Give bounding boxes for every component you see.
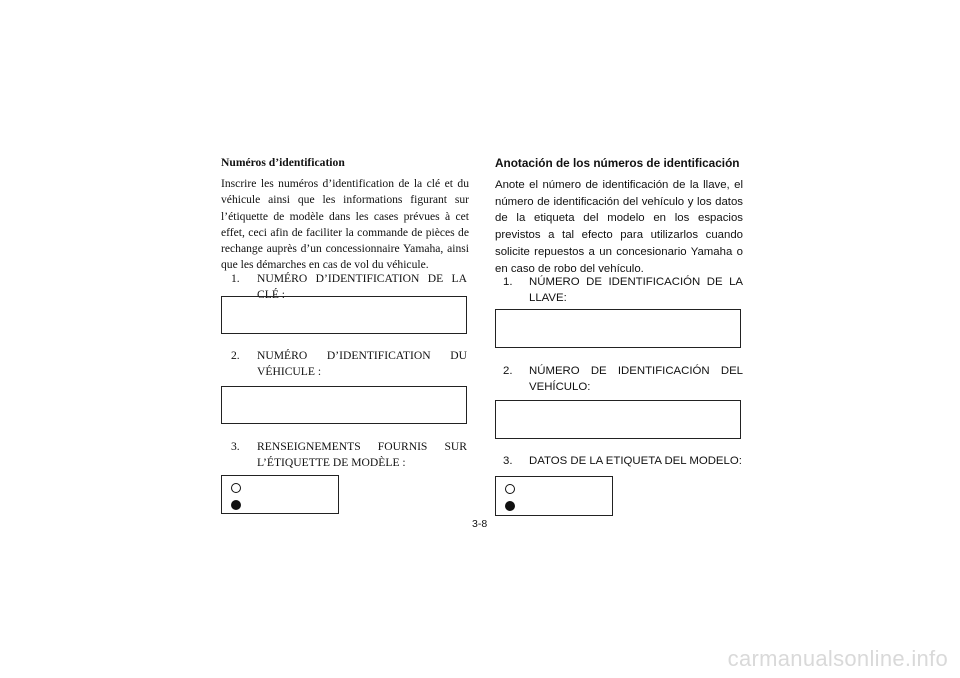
spanish-column	[495, 155, 743, 278]
page-number: 3-8	[472, 518, 488, 530]
vehiculo-number-box	[495, 400, 741, 439]
french-heading: Numéros d’identification	[221, 156, 345, 169]
vehicle-number-box	[221, 386, 467, 424]
spanish-item-3	[503, 453, 743, 469]
item-text: NUMÉRO D’IDENTIFICATION DU VÉHICULE :	[257, 349, 467, 378]
item-number: 3.	[231, 440, 240, 453]
french-column	[221, 155, 469, 273]
item-number: 3.	[503, 455, 513, 467]
watermark: carmanualsonline.info	[727, 646, 948, 671]
item-text: RENSEIGNEMENTS FOURNIS SUR L’ÉTIQUETTE DE MODÈLE :	[257, 440, 467, 469]
french-item-3	[231, 439, 467, 471]
item-number: 1.	[231, 272, 240, 285]
model-label-box	[221, 475, 339, 514]
french-paragraph: Inscrire les numéros d’identification de la clé et du véhicule ainsi que les informations figurant sur l’étiquette de modèle dans les cases prévues à cet effet, ceci afin de faciliter la commande de pièces de rechange auprès d’un concessionnaire Yamaha, ainsi que les démarches en cas de vol du véhicule.	[221, 177, 469, 272]
empty-circle-icon	[231, 483, 241, 493]
item-text: DATOS DE LA ETIQUETA DEL MODELO:	[529, 455, 742, 467]
filled-circle-icon	[231, 500, 241, 510]
item-text: NUMÉRO D’IDENTIFICATION DE LA CLÉ :	[257, 272, 467, 301]
spanish-item-1	[503, 274, 743, 306]
spanish-heading: Anotación de los números de identificación	[495, 156, 740, 170]
item-number: 1.	[503, 276, 513, 288]
spanish-item-2	[503, 363, 743, 395]
filled-circle-icon	[505, 501, 515, 511]
llave-number-box	[495, 309, 741, 348]
french-item-2	[231, 348, 467, 380]
empty-circle-icon	[505, 484, 515, 494]
item-text: NÚMERO DE IDENTIFICACIÓN DE LA LLAVE:	[529, 276, 743, 304]
key-number-box	[221, 296, 467, 334]
item-number: 2.	[503, 365, 513, 377]
modelo-label-box	[495, 476, 613, 516]
item-number: 2.	[231, 349, 240, 362]
spanish-paragraph: Anote el número de identificación de la llave, el número de identificación del vehículo y los datos de la etiqueta del modelo en los espacios previstos a tal efecto para utilizarlos cuando solicite repuestos a un concesionario Yamaha o en caso de robo del vehículo.	[495, 178, 743, 275]
item-text: NÚMERO DE IDENTIFICACIÓN DEL VEHÍCULO:	[529, 365, 743, 393]
